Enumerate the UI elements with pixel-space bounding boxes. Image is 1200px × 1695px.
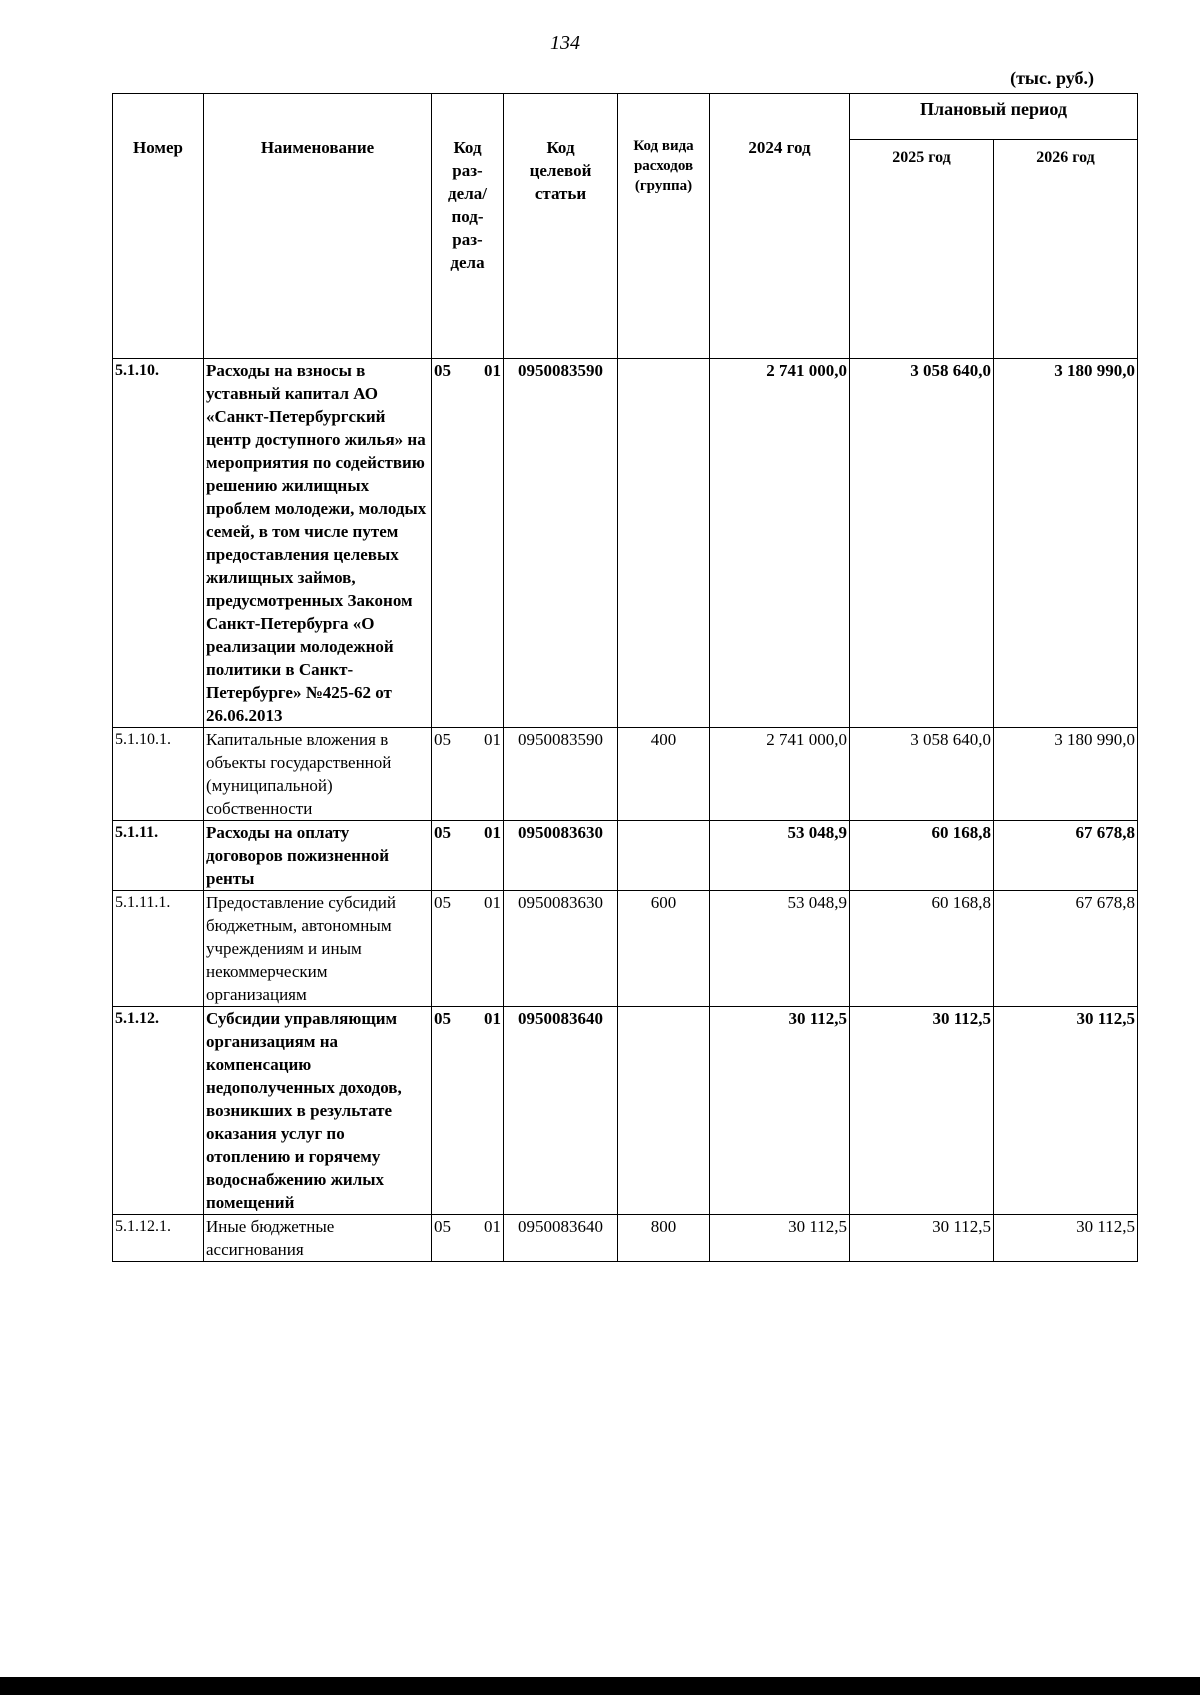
row-2025: 3 058 640,0 [850, 728, 994, 821]
row-podrazdel: 01 [484, 361, 501, 380]
row-podrazdel: 01 [484, 823, 501, 842]
header-expense-type [618, 94, 710, 359]
row-name: Расходы на оплату договоров пожизненной ренты [204, 821, 432, 891]
row-number: 5.1.12. [113, 1007, 204, 1215]
row-2026: 30 112,5 [994, 1215, 1138, 1262]
row-expense-type: 800 [618, 1215, 710, 1262]
table-row [113, 821, 1138, 891]
row-target: 0950083640 [504, 1215, 618, 1262]
row-expense-type [618, 821, 710, 891]
row-podrazdel: 01 [484, 1217, 501, 1236]
row-podrazdel: 01 [484, 893, 501, 912]
table-row [113, 891, 1138, 1007]
header-section-label: Код раз-дела/ под-раз-дела [448, 138, 487, 272]
row-target: 0950083640 [504, 1007, 618, 1215]
row-razdel: 05 [434, 1009, 451, 1028]
row-name: Иные бюджетные ассигнования [204, 1215, 432, 1262]
row-expense-type [618, 359, 710, 728]
row-razdel: 05 [434, 823, 451, 842]
header-section [432, 94, 504, 359]
header-target [504, 94, 618, 359]
header-2026: 2026 год [994, 140, 1138, 359]
row-expense-type: 400 [618, 728, 710, 821]
row-2024: 2 741 000,0 [710, 728, 850, 821]
row-podrazdel: 01 [484, 1009, 501, 1028]
row-name: Расходы на взносы в уставный капитал АО «Санкт-Петербургский центр доступного жилья» на мероприятия по содействию решению жилищных проблем молодежи, молодых семей, в том числе путем предоставления целевых жилищных займов, предусмотренных Законом Санкт-Петербурга «О реализации молодежной политики в Санкт-Петербурге» №425-62 от 26.06.2013 [204, 359, 432, 728]
row-number: 5.1.11.1. [113, 891, 204, 1007]
header-expense-type-label: Код вида расходов (группа) [633, 138, 694, 194]
row-2025: 60 168,8 [850, 821, 994, 891]
row-name: Предоставление субсидий бюджетным, автономным учреждениям и иным некоммерческим организациям [204, 891, 432, 1007]
header-planned-period: Плановый период [850, 94, 1138, 140]
row-2024: 30 112,5 [710, 1007, 850, 1215]
row-razdel: 05 [434, 1217, 451, 1236]
row-section [432, 359, 504, 728]
units-label: (тыс. руб.) [1010, 68, 1094, 88]
row-2025: 30 112,5 [850, 1215, 994, 1262]
page-number: 134 [550, 32, 580, 54]
row-2024: 2 741 000,0 [710, 359, 850, 728]
row-2024: 53 048,9 [710, 891, 850, 1007]
table-row [113, 1215, 1138, 1262]
budget-table [112, 93, 1138, 1262]
row-2026: 67 678,8 [994, 891, 1138, 1007]
row-2024: 53 048,9 [710, 821, 850, 891]
header-name: Наименование [204, 94, 432, 359]
table-row [113, 728, 1138, 821]
row-section [432, 891, 504, 1007]
row-2026: 67 678,8 [994, 821, 1138, 891]
row-name: Капитальные вложения в объекты государственной (муниципальной) собственности [204, 728, 432, 821]
row-number: 5.1.12.1. [113, 1215, 204, 1262]
row-expense-type [618, 1007, 710, 1215]
row-2026: 3 180 990,0 [994, 359, 1138, 728]
row-section [432, 1215, 504, 1262]
row-2025: 30 112,5 [850, 1007, 994, 1215]
row-razdel: 05 [434, 893, 451, 912]
row-expense-type: 600 [618, 891, 710, 1007]
row-target: 0950083590 [504, 359, 618, 728]
table-row [113, 359, 1138, 728]
row-section [432, 821, 504, 891]
header-2024: 2024 год [710, 94, 850, 359]
row-number: 5.1.10. [113, 359, 204, 728]
row-razdel: 05 [434, 361, 451, 380]
row-target: 0950083630 [504, 821, 618, 891]
header-target-label: Код целевой статьи [529, 138, 592, 203]
row-target: 0950083630 [504, 891, 618, 1007]
row-2026: 3 180 990,0 [994, 728, 1138, 821]
header-row [113, 94, 1138, 140]
row-2026: 30 112,5 [994, 1007, 1138, 1215]
row-2025: 3 058 640,0 [850, 359, 994, 728]
row-2024: 30 112,5 [710, 1215, 850, 1262]
row-2025: 60 168,8 [850, 891, 994, 1007]
row-target: 0950083590 [504, 728, 618, 821]
row-razdel: 05 [434, 730, 451, 749]
header-number: Номер [113, 94, 204, 359]
row-number: 5.1.11. [113, 821, 204, 891]
row-number: 5.1.10.1. [113, 728, 204, 821]
row-section [432, 728, 504, 821]
scan-border [0, 1677, 1200, 1695]
header-2025: 2025 год [850, 140, 994, 359]
row-name: Субсидии управляющим организациям на компенсацию недополученных доходов, возникших в результате оказания услуг по отоплению и горячему водоснабжению жилых помещений [204, 1007, 432, 1215]
table-row [113, 1007, 1138, 1215]
row-podrazdel: 01 [484, 730, 501, 749]
row-section [432, 1007, 504, 1215]
